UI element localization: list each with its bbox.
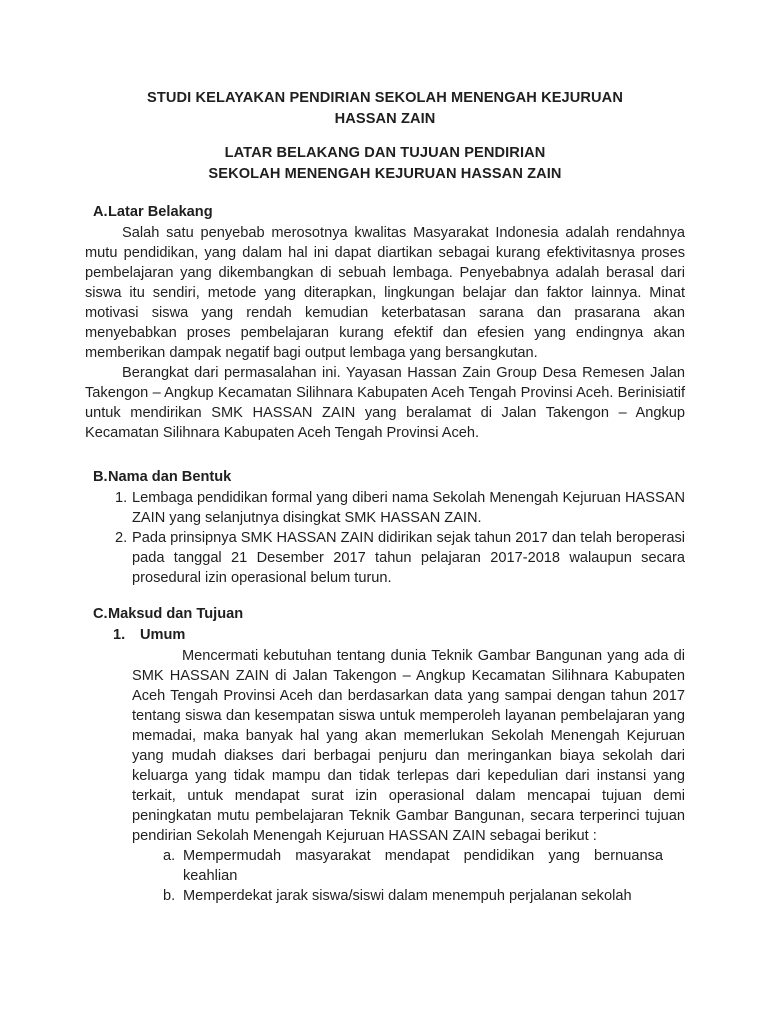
- list-item: [115, 528, 685, 588]
- section-a-marker: A.: [93, 204, 108, 220]
- list-item-text: Mempermudah masyarakat mendapat pendidikan yang bernuansa keahlian: [183, 848, 663, 884]
- title-line-1: STUDI KELAYAKAN PENDIRIAN SEKOLAH MENENGAH KEJURUAN: [147, 90, 623, 106]
- section-c-heading-label: Maksud dan Tujuan: [108, 606, 244, 622]
- section-b-heading: [85, 467, 685, 487]
- list-item-text: Memperdekat jarak siswa/siswi dalam menempuh perjalanan sekolah: [183, 888, 632, 904]
- section-a-paragraph-1: Salah satu penyebab merosotnya kwalitas Masyarakat Indonesia adalah rendahnya mutu pendidikan, yang dalam hal ini dapat diartikan sebagai kurang efektivitasnya proses pembelajaran yang dikembangkan di sebuah lembaga. Penyebabnya adalah berasal dari siswa itu sendiri, metode yang diterapkan, lingkungan belajar dan faktor lainnya. Minat motivasi siswa yang rendah kemudian keterbatasan sarana dan prasarana akan menyebabkan proses pembelajaran kurang efektif dan efesien yang endingnya akan memberikan dampak negatif bagi output lembaga yang bersangkutan.: [85, 225, 685, 361]
- document-body: [85, 88, 685, 906]
- list-item: [163, 846, 685, 886]
- subsection-umum-paragraph: Mencermati kebutuhan tentang dunia Teknik Gambar Bangunan yang ada di SMK HASSAN ZAIN di Jalan Takengon – Angkup Kecamatan Silihnara Kabupaten Aceh Tengah Provinsi Aceh dan berdasarkan data yang sampai dengan tahun 2017 tentang siswa dan kesempatan siswa untuk memperoleh layanan pembelajaran yang memadai, maka banyak hal yang akan memerlukan Sekolah Menengah Kejuruan yang mudah diakses dari berbagai penjuru dan meringankan biaya sekolah dari keluarga yang tidak mampu dan tidak terlepas dari kepedulian dari instansi yang terkait, untuk mendapat surat izin operasional dalam mencapai tujuan demi peningkatan mutu pembelajaran Teknik Gambar Bangunan, secara terperinci tujuan pendirian Sekolah Menengah Kejuruan HASSAN ZAIN sebagai berikut :: [132, 648, 685, 844]
- list-item-marker: 1.: [115, 490, 128, 506]
- list-item: [163, 886, 685, 906]
- list-item-marker: b.: [163, 888, 176, 904]
- section-maksud-dan-tujuan: [85, 604, 685, 906]
- subsection-umum-marker: 1.: [113, 627, 126, 643]
- subsection-umum-label: Umum: [140, 627, 186, 643]
- list-item-text: Lembaga pendidikan formal yang diberi nama Sekolah Menengah Kejuruan HASSAN ZAIN yang selanjutnya disingkat SMK HASSAN ZAIN.: [132, 490, 685, 526]
- list-item-marker: 2.: [115, 530, 128, 546]
- section-a-heading: [85, 202, 685, 222]
- list-item-text: Pada prinsipnya SMK HASSAN ZAIN didirikan sejak tahun 2017 dan telah beroperasi pada tanggal 21 Desember 2017 tahun pelajaran 2017-2018 walaupun secara prosedural izin operasional belum turun.: [132, 530, 685, 586]
- title-line-2: HASSAN ZAIN: [334, 111, 436, 127]
- subtitle-line-1: LATAR BELAKANG DAN TUJUAN PENDIRIAN: [224, 145, 546, 161]
- document-title: [85, 88, 685, 130]
- section-nama-dan-bentuk: [85, 467, 685, 588]
- subsection-umum-heading: [113, 625, 685, 645]
- list-item: [115, 488, 685, 528]
- section-b-marker: B.: [93, 469, 108, 485]
- list-item-marker: a.: [163, 848, 176, 864]
- section-b-heading-label: Nama dan Bentuk: [108, 469, 232, 485]
- section-c-marker: C.: [93, 606, 108, 622]
- section-c-heading: [85, 604, 685, 624]
- section-a-heading-label: Latar Belakang: [108, 204, 213, 220]
- subtitle-line-2: SEKOLAH MENENGAH KEJURUAN HASSAN ZAIN: [208, 166, 562, 182]
- document-subtitle: [85, 143, 685, 185]
- section-a-paragraph-2: Berangkat dari permasalahan ini. Yayasan Hassan Zain Group Desa Remesen Jalan Takengon – Angkup Kecamatan Silihnara Kabupaten Aceh Tengah Provinsi Aceh. Berinisiatif untuk mendirikan SMK HASSAN ZAIN yang beralamat di Jalan Takengon – Angkup Kecamatan Silihnara Kabupaten Aceh Tengah Provinsi Aceh.: [85, 365, 685, 441]
- section-latar-belakang: [85, 202, 685, 443]
